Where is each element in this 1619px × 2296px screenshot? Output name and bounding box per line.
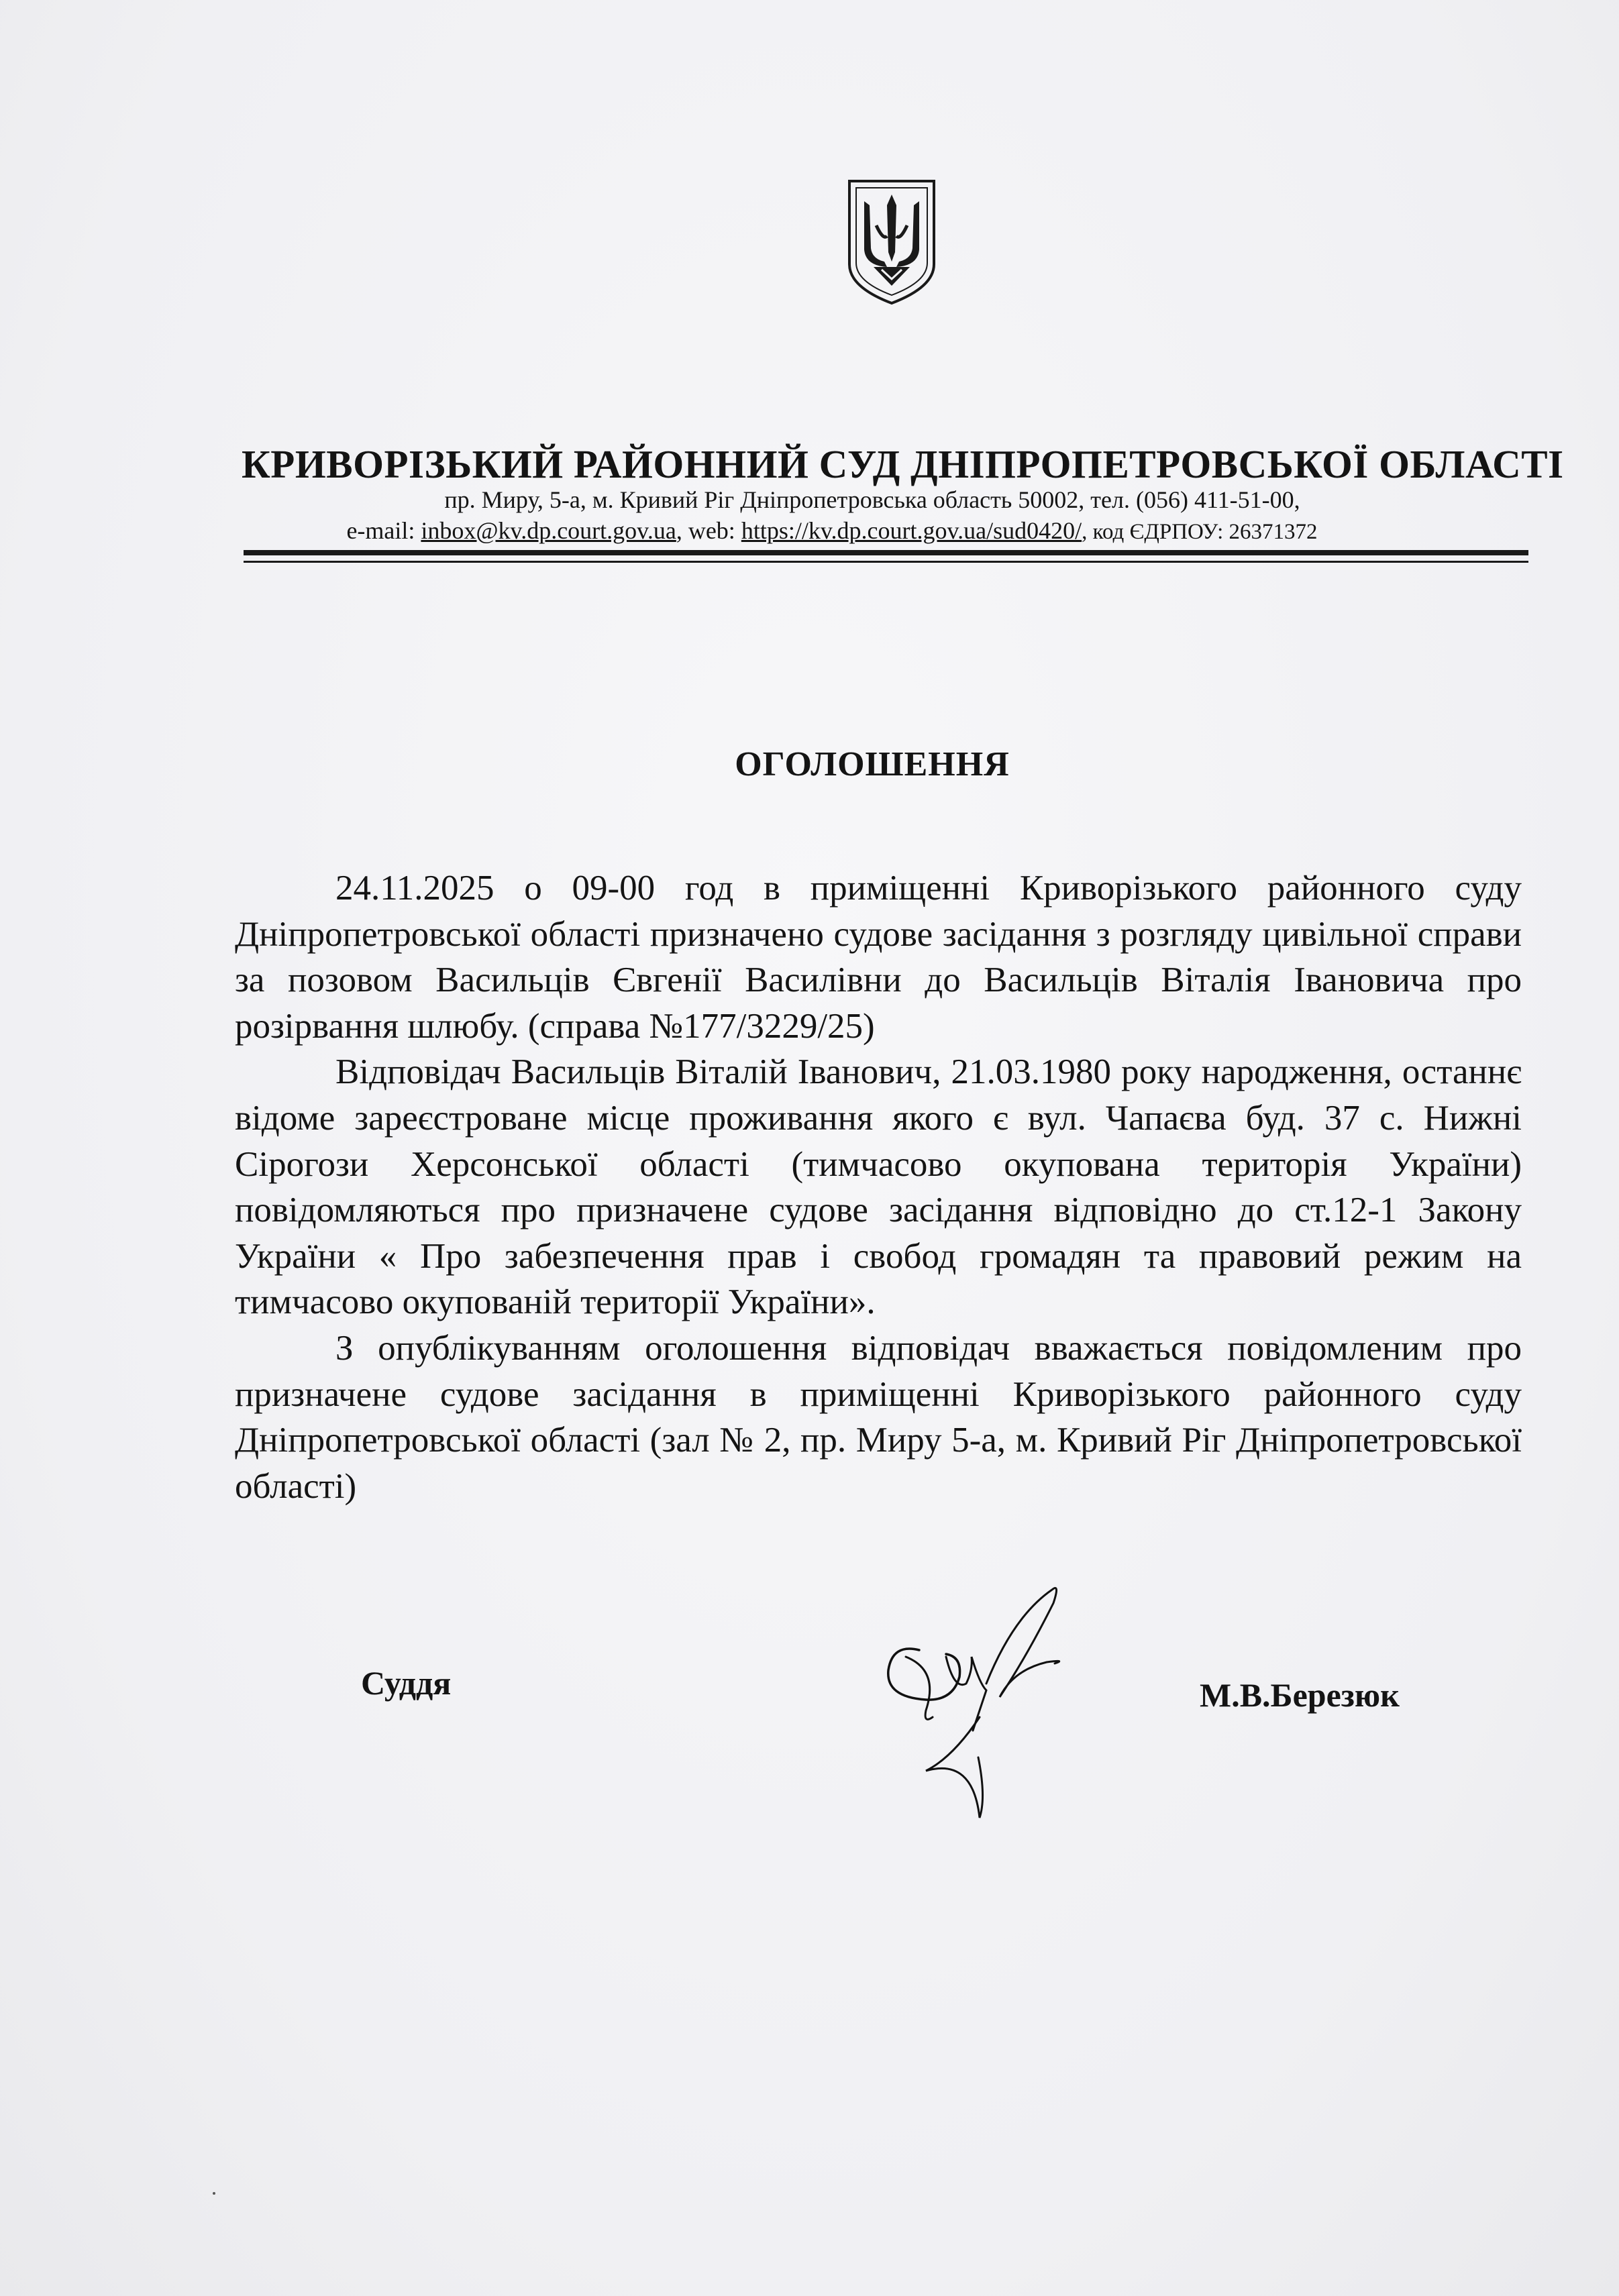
signatory-name: М.В.Березюк [1200, 1676, 1400, 1714]
paragraph-hearing-date: 24.11.2025 о 09-00 год в приміщенні Криворізького районного суду Дніпропетровської області призначено судове засідання з розгляду цивільної справи за позовом Васильців Євгенії Василівни до Васильців Віталія Івановича про розірвання шлюбу. (справа №177/3229/25) [235, 869, 1522, 1046]
edrpou-code: , код ЄДРПОУ: 26371372 [1082, 520, 1318, 544]
document-heading: ОГОЛОШЕННЯ [735, 745, 1010, 783]
court-contacts [201, 516, 1463, 545]
trident-coat-of-arms-icon [847, 178, 937, 306]
paper-speck [213, 2192, 215, 2195]
court-address: пр. Миру, 5-а, м. Кривий Ріг Дніпропетровська область 50002, тел. (056) 411-51-00, [444, 486, 1300, 513]
email-link[interactable]: inbox@kv.dp.court.gov.ua [421, 517, 676, 544]
letterhead-divider-thick [244, 550, 1528, 555]
court-name: КРИВОРІЗЬКИЙ РАЙОННИЙ СУД ДНІПРОПЕТРОВСЬКОЇ ОБЛАСТІ [242, 442, 1564, 486]
email-prefix: e-mail: [346, 517, 421, 544]
web-link[interactable]: https://kv.dp.court.gov.ua/sud0420/ [741, 517, 1082, 544]
letterhead-divider-thin [244, 561, 1528, 563]
handwritten-signature [879, 1556, 1080, 1824]
paragraph-notification: З опублікуванням оголошення відповідач вважається повідомленим про призначене судове засідання в приміщенні Криворізького районного суду Дніпропетровської області (зал № 2, пр. Миру 5-а, м. Кривий Ріг Дніпропетровської області) [235, 1328, 1522, 1506]
announcement-body [235, 865, 1522, 1509]
web-prefix: , web: [676, 517, 741, 544]
signatory-role: Суддя [361, 1664, 452, 1702]
paragraph-defendant: Відповідач Васильців Віталій Іванович, 21.03.1980 року народження, останнє відоме зареєстроване місце проживання якого є вул. Чапаєва буд. 37 с. Нижні Сірогози Херсонської області (тимчасово окупована територія України) повідомляються про призначене судове засідання відповідно до ст.12-1 Закону України « Про забезпечення прав і свобод громадян та правовий режим на тимчасово окупованій території України». [235, 1052, 1522, 1322]
